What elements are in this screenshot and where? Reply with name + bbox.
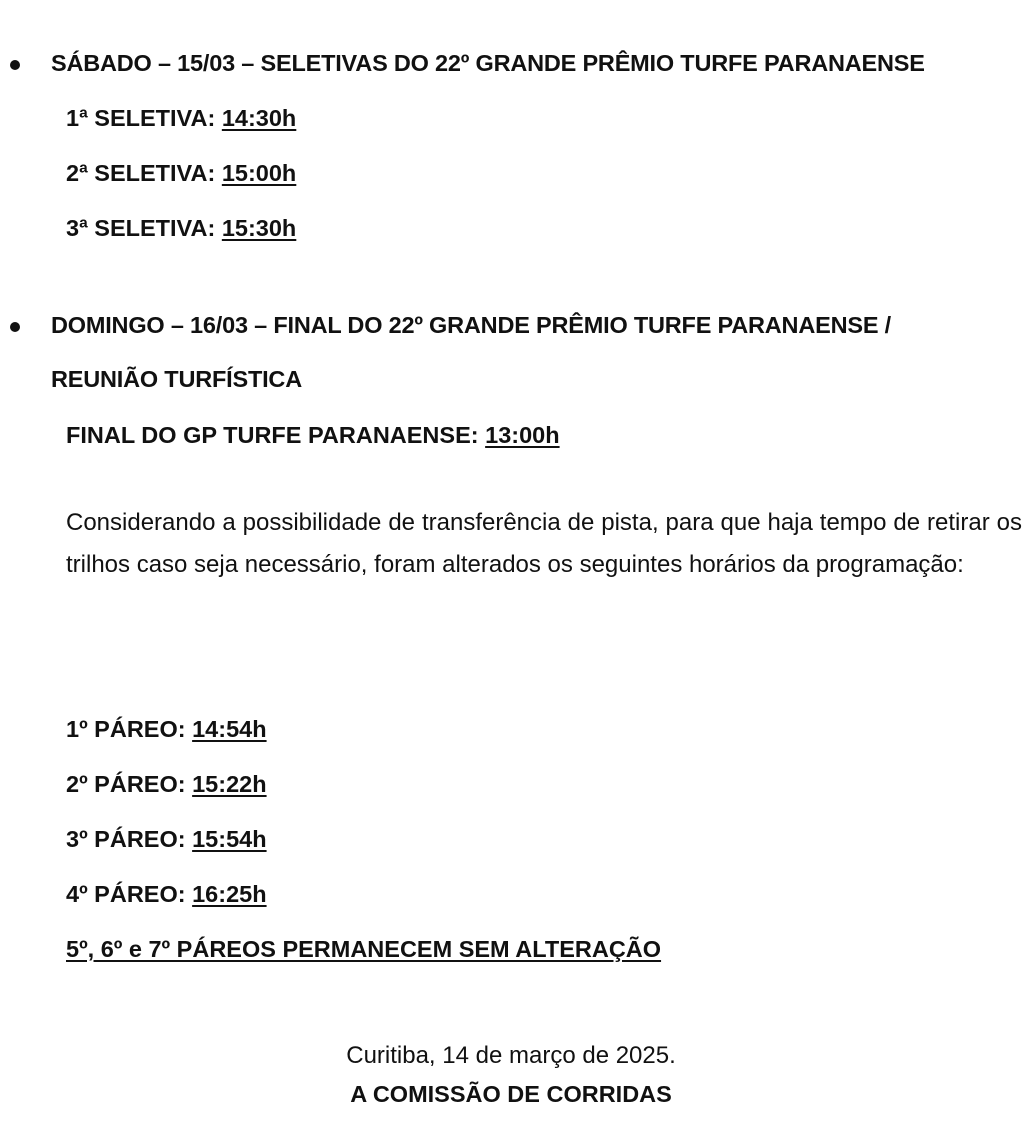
seletiva-1-time: 14:30h <box>221 105 297 131</box>
saturday-heading: SÁBADO – 15/03 – SELETIVAS DO 22º GRANDE PRÊMIO TURFE PARANAENSE <box>51 50 925 76</box>
seletiva-3 <box>66 215 296 242</box>
races-unchanged-note: 5º, 6º e 7º PÁREOS PERMANECEM SEM ALTERAÇÃO <box>66 936 662 962</box>
race-3-label: 3º PÁREO: <box>66 826 193 852</box>
final-gp-label: FINAL DO GP TURFE PARANAENSE: <box>66 422 486 448</box>
notice-paragraph: Considerando a possibilidade de transferência de pista, para que haja tempo de retirar os trilhos caso seja necessário, foram alterados os seguintes horários da programação: <box>66 509 1022 578</box>
sunday-heading-line1: DOMINGO – 16/03 – FINAL DO 22º GRANDE PRÊMIO TURFE PARANAENSE / <box>51 312 891 338</box>
race-2-label: 2º PÁREO: <box>66 771 193 797</box>
bullet-sunday-icon <box>10 322 20 332</box>
sunday-heading-line2: REUNIÃO TURFÍSTICA <box>51 366 302 392</box>
seletiva-2 <box>66 160 296 187</box>
race-3-time: 15:54h <box>192 826 267 852</box>
race-1 <box>66 716 267 743</box>
race-1-label: 1º PÁREO: <box>66 716 193 742</box>
final-gp <box>66 422 560 449</box>
race-4-label: 4º PÁREO: <box>66 881 193 907</box>
bullet-saturday-icon <box>10 60 20 70</box>
seletiva-1 <box>66 105 296 132</box>
signature: A COMISSÃO DE CORRIDAS <box>350 1081 672 1107</box>
seletiva-3-time: 15:30h <box>221 215 297 241</box>
race-4-time: 16:25h <box>192 881 267 907</box>
seletiva-2-label: 2ª SELETIVA: <box>66 160 222 186</box>
race-2-time: 15:22h <box>192 771 267 797</box>
seletiva-3-label: 3ª SELETIVA: <box>66 215 222 241</box>
seletiva-2-time: 15:00h <box>221 160 297 186</box>
place-date: Curitiba, 14 de março de 2025. <box>346 1042 676 1069</box>
race-3 <box>66 826 267 853</box>
race-1-time: 14:54h <box>192 716 267 742</box>
race-4 <box>66 881 267 908</box>
race-2 <box>66 771 267 798</box>
seletiva-1-label: 1ª SELETIVA: <box>66 105 222 131</box>
final-gp-time: 13:00h <box>485 422 560 448</box>
